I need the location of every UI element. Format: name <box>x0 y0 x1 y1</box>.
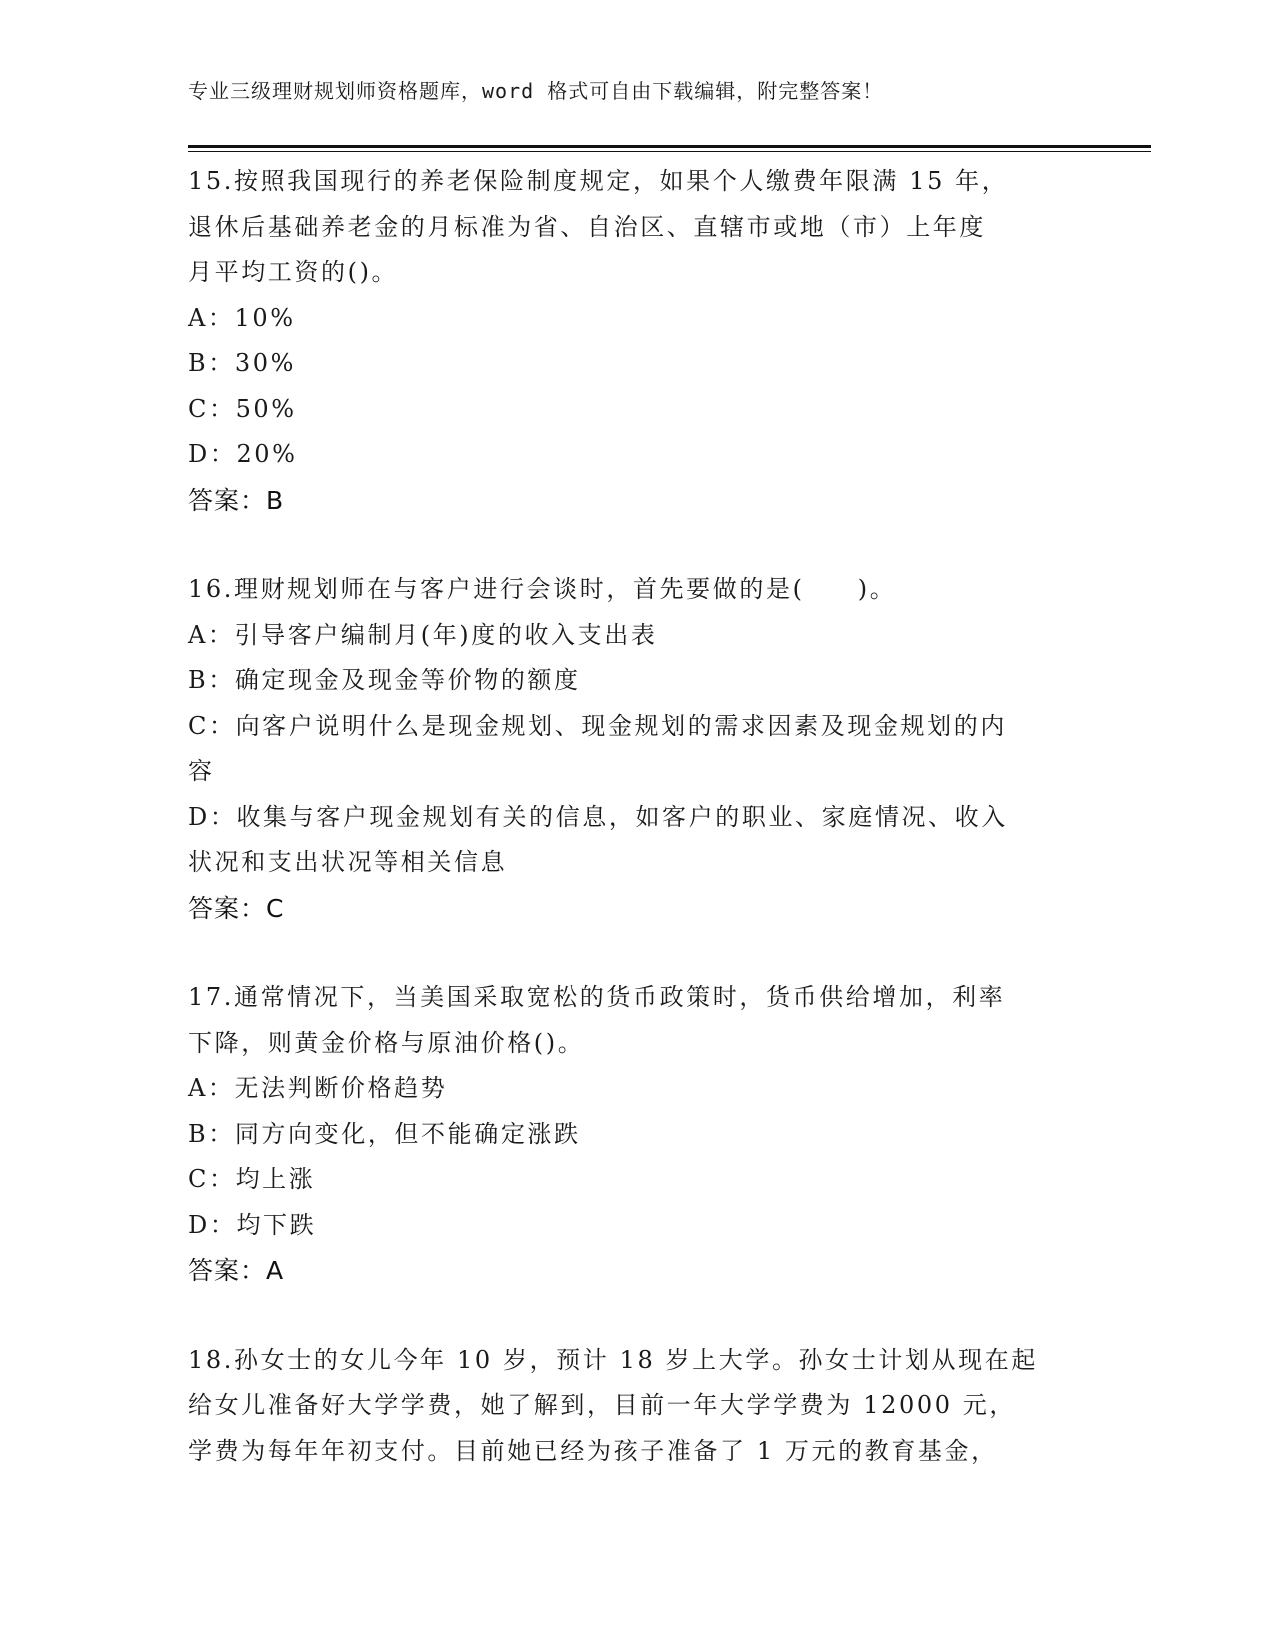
question-block <box>188 975 1088 1294</box>
question-text-line: 18.孙女士的女儿今年 10 岁，预计 18 岁上大学。孙女士计划从现在起 <box>188 1345 1038 1374</box>
question-text-line: 下降，则黄金价格与原油价格()。 <box>188 1028 585 1057</box>
question-block <box>188 1338 1088 1475</box>
question-text-line: 给女儿准备好大学学费，她了解到，目前一年大学学费为 12000 元， <box>188 1391 1017 1419</box>
question-block <box>188 159 1088 523</box>
question-answer: 答案：C <box>188 893 285 923</box>
question-option: B：30% <box>188 349 296 377</box>
question-list <box>188 159 1088 1518</box>
question-block <box>188 567 1088 931</box>
header-divider-thin <box>188 151 1151 152</box>
question-option: D：均下跌 <box>188 1210 317 1239</box>
question-answer: 答案：B <box>188 485 285 515</box>
question-text-line: 月平均工资的()。 <box>188 258 399 286</box>
question-option: A：10% <box>188 303 296 332</box>
question-text-line: 17.通常情况下，当美国采取宽松的货币政策时，货币供给增加，利率 <box>188 983 1006 1011</box>
question-option: D：20% <box>188 440 298 468</box>
page-header: 专业三级理财规划师资格题库，word 格式可自由下载编辑，附完整答案！ <box>188 79 884 103</box>
question-text-line: 16.理财规划师在与客户进行会谈时，首先要做的是( )。 <box>188 575 897 603</box>
question-option: C：均上涨 <box>188 1165 316 1193</box>
question-option: B：确定现金及现金等价物的额度 <box>188 666 581 694</box>
question-text-line: 状况和支出状况等相关信息 <box>188 848 508 876</box>
question-answer: 答案：A <box>188 1256 285 1285</box>
question-option: B：同方向变化，但不能确定涨跌 <box>188 1119 581 1148</box>
question-option: A：引导客户编制月(年)度的收入支出表 <box>188 620 658 649</box>
header-divider-thick <box>188 145 1151 148</box>
question-option: C：50% <box>188 394 297 423</box>
question-option: D：收集与客户现金规划有关的信息，如客户的职业、家庭情况、收入 <box>188 802 1008 831</box>
question-text-line: 容 <box>188 757 215 785</box>
question-option: A：无法判断价格趋势 <box>188 1074 448 1102</box>
question-text-line: 学费为每年年初支付。目前她已经为孩子准备了 1 万元的教育基金， <box>188 1436 998 1465</box>
question-text-line: 15.按照我国现行的养老保险制度规定，如果个人缴费年限满 15 年， <box>188 167 1009 195</box>
question-option: C：向客户说明什么是现金规划、现金规划的需求因素及现金规划的内 <box>188 711 1007 740</box>
question-text-line: 退休后基础养老金的月标准为省、自治区、直辖市或地（市）上年度 <box>188 212 986 241</box>
